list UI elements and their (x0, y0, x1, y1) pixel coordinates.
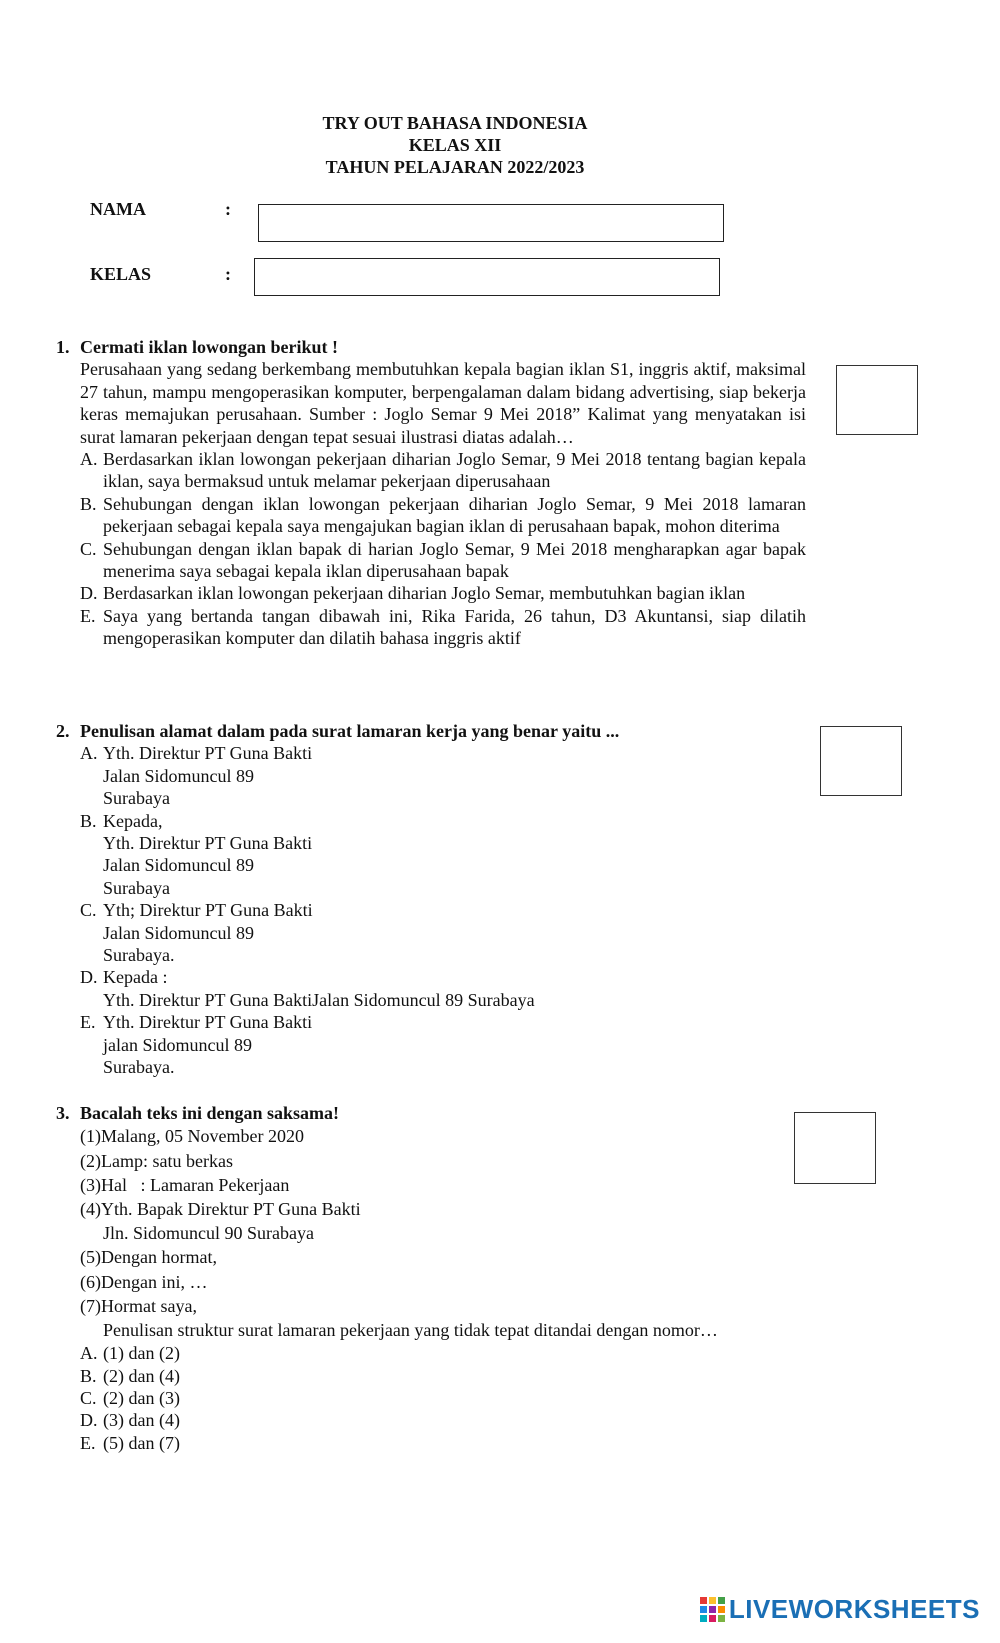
option-line: Yth. Direktur PT Guna Bakti (103, 833, 313, 854)
option-letter: A. (80, 449, 98, 470)
question-1-option-d (56, 582, 806, 604)
question-2-title-row (56, 720, 806, 742)
option-letter: E. (80, 605, 96, 626)
letter-line: (5)Dengan hormat, (80, 1247, 217, 1268)
nama-label: NAMA (90, 199, 146, 219)
question-3 (56, 1102, 836, 1454)
question-1-option-c (56, 538, 806, 583)
logo-cell (718, 1615, 725, 1622)
header-year: TAHUN PELAJARAN 2022/2023 (325, 157, 585, 177)
question-2-option-a (56, 742, 806, 764)
option-text: Yth. Direktur PT Guna Bakti (103, 743, 313, 764)
header-class: KELAS XII (408, 135, 502, 155)
option-text: (2) dan (3) (103, 1388, 180, 1409)
letter-line: (3)Hal : Lamaran Pekerjaan (80, 1174, 290, 1195)
option-letter: E. (80, 1012, 96, 1033)
option-line: Yth. Direktur PT Guna BaktiJalan Sidomuncul 89 Surabaya (103, 989, 535, 1010)
question-2-number: 2. (56, 721, 70, 741)
question-1-option-b (56, 493, 806, 538)
option-text: (2) dan (4) (103, 1365, 180, 1386)
option-text: Yth. Direktur PT Guna Bakti (103, 1012, 313, 1033)
logo-cell (700, 1606, 707, 1613)
question-3-letter-excerpt (56, 1124, 836, 1342)
option-letter: D. (80, 967, 98, 988)
option-text: (3) dan (4) (103, 1410, 180, 1431)
question-3-option-d (56, 1409, 836, 1431)
question-2-answer-box[interactable] (820, 726, 902, 796)
option-text: Berdasarkan iklan lowongan pekerjaan diharian Joglo Semar, membutuhkan bagian iklan (103, 583, 746, 604)
option-letter: D. (80, 1410, 98, 1431)
kelas-input[interactable] (254, 258, 720, 296)
question-1-option-e (56, 605, 806, 650)
option-letter: C. (80, 900, 97, 921)
option-line: Surabaya (103, 877, 170, 898)
question-2-option-d (56, 966, 806, 988)
option-line: jalan Sidomuncul 89 (103, 1034, 252, 1055)
logo-cell (709, 1615, 716, 1622)
letter-line: (4)Yth. Bapak Direktur PT Guna Bakti (80, 1199, 361, 1220)
option-letter: C. (80, 538, 97, 559)
nama-colon: : (225, 199, 231, 219)
logo-cell (700, 1597, 707, 1604)
option-line: Jalan Sidomuncul 89 (103, 922, 254, 943)
option-letter: A. (80, 1343, 98, 1364)
option-text: Berdasarkan iklan lowongan pekerjaan diharian Joglo Semar, 9 Mei 2018 tentang bagian kepala iklan, saya bermaksud untuk melamar pekerjaan diperusahaan (103, 449, 806, 492)
question-3-title: Bacalah teks ini dengan saksama! (80, 1103, 340, 1123)
option-line: Jalan Sidomuncul 89 (103, 765, 254, 786)
option-line: Surabaya. (103, 1057, 175, 1078)
letter-line: (2)Lamp: satu berkas (80, 1150, 233, 1171)
option-letter: E. (80, 1432, 96, 1453)
question-3-option-a (56, 1342, 836, 1364)
option-line: Jalan Sidomuncul 89 (103, 855, 254, 876)
option-text: Kepada : (103, 967, 168, 988)
option-text: Kepada, (103, 810, 163, 831)
option-letter: C. (80, 1388, 97, 1409)
question-1-body: Perusahaan yang sedang berkembang membutuhkan kepala bagian iklan S1, inggris aktif, maksimal 27 tahun, mampu mengoperasikan komputer, berpengalaman dalam bidang advertising, siap bekerja keras memajukan perusahaan. Sumber : Joglo Semar 9 Mei 2018” Kalimat yang menyatakan isi surat lamaran pekerjaan dengan tepat sesuai ilustrasi diatas adalah… (80, 359, 806, 447)
letter-line: (1)Malang, 05 November 2020 (80, 1126, 304, 1147)
question-1 (56, 336, 806, 650)
option-letter: B. (80, 810, 97, 831)
kelas-colon: : (225, 264, 231, 284)
question-2-option-e (56, 1011, 806, 1033)
question-3-option-c (56, 1387, 836, 1409)
question-2-option-b (56, 810, 806, 832)
option-text: Saya yang bertanda tangan dibawah ini, Rika Farida, 26 tahun, D3 Akuntansi, siap dilatih mengoperasikan komputer dan dilatih bahasa inggris aktif (103, 605, 806, 649)
question-3-prompt: Penulisan struktur surat lamaran pekerjaan yang tidak tepat ditandai dengan nomor… (103, 1320, 718, 1341)
question-3-option-b (56, 1365, 836, 1387)
question-2 (56, 720, 806, 1079)
question-1-option-a (56, 448, 806, 493)
option-text: Sehubungan dengan iklan bapak di harian Joglo Semar, 9 Mei 2018 mengharapkan agar bapak menerima saya sebagai kepala iklan diperusahaan bapak (103, 538, 806, 582)
question-3-number: 3. (56, 1103, 70, 1123)
logo-mark-icon (700, 1597, 725, 1622)
logo-cell (718, 1597, 725, 1604)
option-letter: A. (80, 743, 98, 764)
letter-line: (7)Hormat saya, (80, 1295, 197, 1316)
question-3-option-e (56, 1432, 836, 1454)
question-3-title-row (56, 1102, 836, 1124)
logo-cell (709, 1606, 716, 1613)
option-text: (5) dan (7) (103, 1432, 180, 1453)
question-1-title-row (56, 336, 806, 358)
letter-address-line: Jln. Sidomuncul 90 Surabaya (103, 1223, 314, 1244)
logo-cell (709, 1597, 716, 1604)
option-letter: B. (80, 1365, 97, 1386)
option-text: Yth; Direktur PT Guna Bakti (103, 900, 313, 921)
logo-cell (700, 1615, 707, 1622)
option-text: (1) dan (2) (103, 1343, 180, 1364)
question-2-title: Penulisan alamat dalam pada surat lamaran kerja yang benar yaitu ... (80, 721, 620, 741)
kelas-label: KELAS (90, 264, 152, 284)
question-1-number: 1. (56, 337, 70, 357)
logo-text: LIVEWORKSHEETS (728, 1594, 980, 1624)
option-line: Surabaya (103, 788, 170, 809)
question-1-answer-box[interactable] (836, 365, 918, 435)
liveworksheets-logo (700, 1594, 980, 1625)
header-title: TRY OUT BAHASA INDONESIA (322, 113, 588, 133)
letter-line: (6)Dengan ini, … (80, 1271, 208, 1292)
nama-input[interactable] (258, 204, 724, 242)
option-line: Surabaya. (103, 945, 175, 966)
option-letter: D. (80, 583, 98, 604)
question-3-answer-box[interactable] (794, 1112, 876, 1184)
question-1-title: Cermati iklan lowongan berikut ! (80, 337, 339, 357)
logo-cell (718, 1606, 725, 1613)
question-2-option-c (56, 899, 806, 921)
option-text: Sehubungan dengan iklan lowongan pekerjaan diharian Joglo Semar, 9 Mei 2018 lamaran pekerjaan sebagai kepala saya mengajukan bagian iklan di perusahaan bapak, mohon diterima (103, 493, 806, 537)
option-letter: B. (80, 493, 97, 514)
